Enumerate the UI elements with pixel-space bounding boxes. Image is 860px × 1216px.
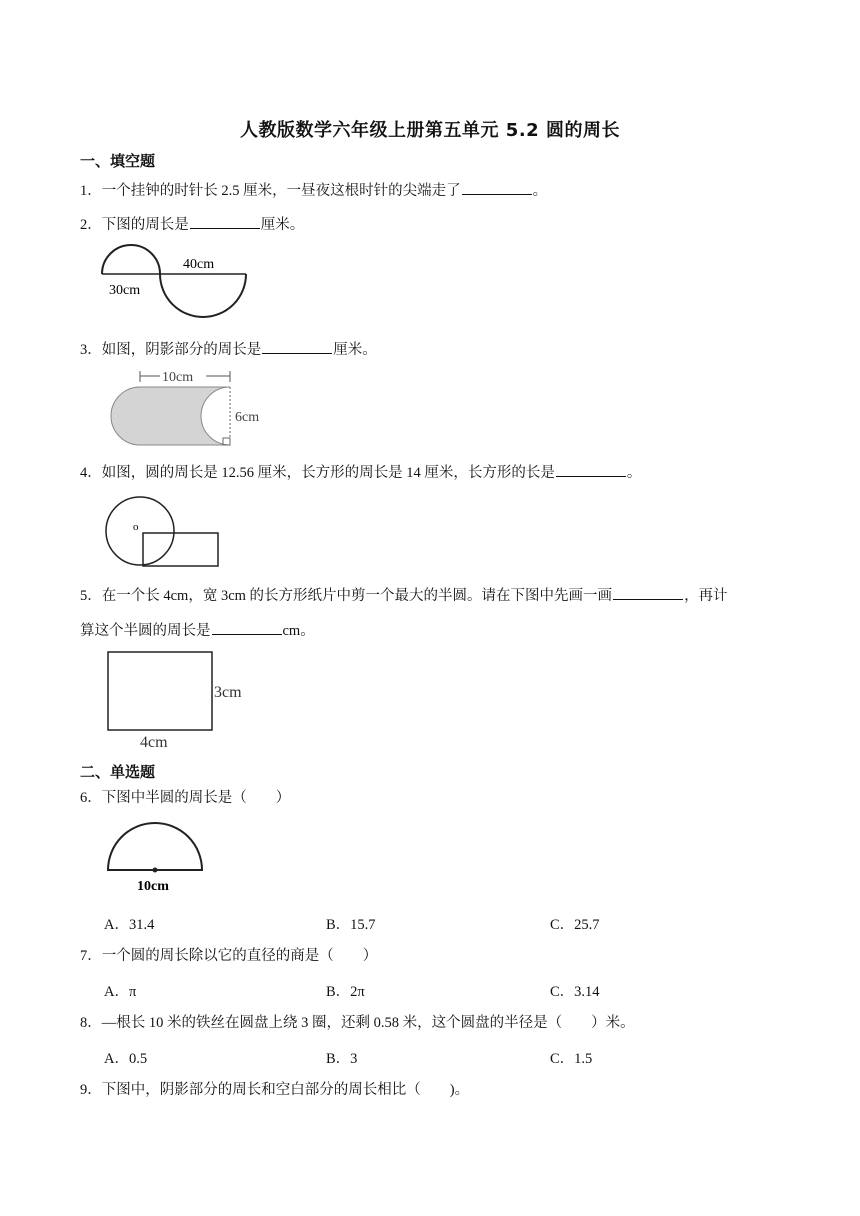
question-text: 下图中，阴影部分的周长和空白部分的周长相比（ )。 <box>101 1082 470 1098</box>
option-b[interactable]: B．15.7 <box>326 917 376 933</box>
answer-blank[interactable] <box>462 180 532 195</box>
upper-semicircle <box>102 245 160 274</box>
question-4 <box>80 462 641 483</box>
answer-blank[interactable] <box>212 620 282 635</box>
question-text-cont: ，再计 <box>684 588 728 604</box>
page-title: 人教版数学六年级上册第五单元 5.2 圆的周长 <box>240 120 620 141</box>
label-30cm: 30cm <box>109 283 141 298</box>
semicircle <box>108 823 202 870</box>
option-b[interactable]: B．2π <box>326 984 365 1000</box>
question-text: 下图的周长是 <box>101 217 189 233</box>
question-text-end: 厘米。 <box>333 342 377 358</box>
question-number: 6． <box>80 790 102 806</box>
question-3 <box>80 339 377 360</box>
rectangle <box>108 652 212 730</box>
label-3cm: 3cm <box>214 684 242 701</box>
question-text: 下图中半圆的周长是（ ） <box>101 790 291 806</box>
shaded-region <box>111 387 230 445</box>
option-c[interactable]: C．3.14 <box>550 984 600 1000</box>
option-b[interactable]: B．3 <box>326 1051 358 1067</box>
question-number: 2． <box>80 217 102 233</box>
option-c[interactable]: C．1.5 <box>550 1051 593 1067</box>
question-text-end: 。 <box>532 183 548 199</box>
question-text: 在一个长 4cm，宽 3cm 的长方形纸片中剪一个最大的半圆。请在下图中先画一画 <box>101 588 613 604</box>
question-5-line2 <box>80 620 315 641</box>
circle <box>106 497 174 565</box>
label-10cm: 10cm <box>162 370 194 385</box>
question-text: 如图，阴影部分的周长是 <box>101 342 262 358</box>
label-40cm: 40cm <box>183 257 215 272</box>
question-number: 8． <box>80 1015 102 1031</box>
question-number: 3． <box>80 342 102 358</box>
option-c[interactable]: C．25.7 <box>550 917 600 933</box>
section-heading-fill: 一、填空题 <box>80 152 156 170</box>
option-a[interactable]: A．π <box>104 984 137 1000</box>
question-9 <box>80 1080 469 1100</box>
question-text: 一个圆的周长除以它的直径的商是（ ） <box>101 948 378 964</box>
label-6cm: 6cm <box>235 410 260 425</box>
question-number: 1． <box>80 183 102 199</box>
lower-semicircle <box>160 274 246 317</box>
question-text-end: 厘米。 <box>260 217 305 233</box>
answer-blank[interactable] <box>556 462 626 477</box>
answer-blank[interactable] <box>262 339 332 354</box>
question-1 <box>80 180 547 201</box>
option-a[interactable]: A．0.5 <box>104 1051 148 1067</box>
question-text-end: cm。 <box>282 623 315 639</box>
question-5-line1 <box>80 585 728 606</box>
question-text: 一个挂钟的时针长 2.5 厘米，一昼夜这根时针的尖端走了 <box>101 183 461 199</box>
question-7 <box>80 946 377 966</box>
question-text: 算这个半圆的周长是 <box>80 623 211 639</box>
question-number: 5． <box>80 588 102 604</box>
answer-blank-drawing[interactable] <box>613 585 683 600</box>
question-text: —根长 10 米的铁丝在圆盘上绕 3 圈，还剩 0.58 米，这个圆盘的半径是（ ）米。 <box>101 1015 635 1031</box>
option-a[interactable]: A．31.4 <box>104 917 155 933</box>
question-number: 4． <box>80 465 102 481</box>
question-number: 7． <box>80 948 102 964</box>
question-6 <box>80 788 290 808</box>
label-4cm: 4cm <box>140 734 168 751</box>
question-text-end: 。 <box>626 465 642 481</box>
question-2 <box>80 214 304 235</box>
question-number: 9． <box>80 1082 102 1098</box>
section-heading-choice: 二、单选题 <box>80 763 156 781</box>
figure-semicircle <box>100 818 210 898</box>
figure-shaded-shape <box>100 366 280 456</box>
figure-rectangle-4x3 <box>100 648 260 753</box>
question-8 <box>80 1013 635 1033</box>
answer-blank[interactable] <box>190 214 260 229</box>
center-point <box>153 868 158 873</box>
label-10cm: 10cm <box>137 879 169 894</box>
question-text: 如图，圆的周长是 12.56 厘米，长方形的周长是 14 厘米，长方形的长是 <box>101 465 555 481</box>
figure-circle-rectangle <box>100 494 230 574</box>
figure-semicircle-composite <box>95 240 255 330</box>
circle-center-label: o <box>133 521 139 533</box>
